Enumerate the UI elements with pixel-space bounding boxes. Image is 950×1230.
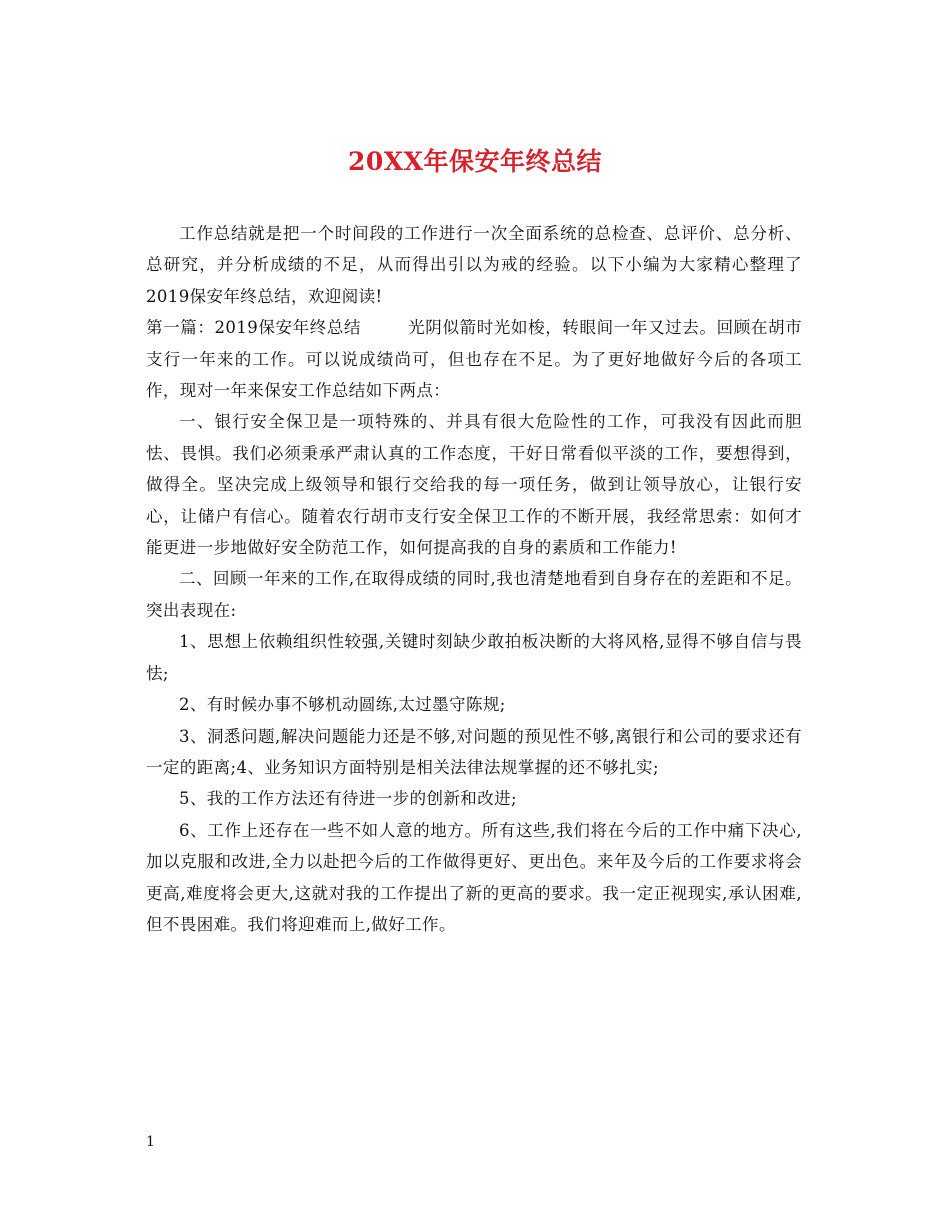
page-number: 1: [146, 1134, 155, 1150]
list-item-5: 5、我的工作方法还有待进一步的创新和改进;: [179, 789, 517, 809]
paragraph-intro: 工作总结就是把一个时间段的工作进行一次全面系统的总检查、总评价、总分析、总研究，并分析成绩的不足，从而得出引以为戒的经验。以下小编为大家精心整理了2019保安年终总结，欢迎阅读!: [146, 224, 802, 306]
paragraph-section-two: 二、回顾一年来的工作,在取得成绩的同时,我也清楚地看到自身存在的差距和不足。突出表现在:: [146, 569, 802, 620]
list-item-1: 1、思想上依赖组织性较强,关键时刻缺少敢拍板决断的大将风格,显得不够自信与畏怯;: [146, 632, 802, 683]
list-item-2: 2、有时候办事不够机动圆练,太过墨守陈规;: [179, 695, 506, 715]
paragraph-part-one: 第一篇：2019保安年终总结 光阴似箭时光如梭，转眼间一年又过去。回顾在胡市支行一年来的工作。可以说成绩尚可，但也存在不足。为了更好地做好今后的各项工作，现对一年来保安工作总结如下两点：: [146, 318, 802, 401]
document-body: [146, 218, 802, 940]
list-item-3-4: 3、洞悉问题,解决问题能力还是不够,对问题的预见性不够,离银行和公司的要求还有一定的距离;4、业务知识方面特别是相关法律法规掌握的还不够扎实;: [146, 726, 802, 777]
list-item-6: 6、工作上还存在一些不如人意的地方。所有这些,我们将在今后的工作中痛下决心,加以克服和改进,全力以赴把今后的工作做得更好、更出色。来年及今后的工作要求将会更高,难度将会更大,这就对我的工作提出了新的更高的要求。我一定正视现实,承认困难,但不畏困难。我们将迎难而上,做好工作。: [146, 820, 802, 934]
paragraph-section-one: 一、银行安全保卫是一项特殊的、并具有很大危险性的工作，可我没有因此而胆怯、畏惧。我们必须秉承严肃认真的工作态度，干好日常看似平淡的工作，要想得到，做得全。坚决完成上级领导和银行交给我的每一项任务，做到让领导放心，让银行安心，让储户有信心。随着农行胡市支行安全保卫工作的不断开展，我经常思索：如何才能更进一步地做好安全防范工作，如何提高我的自身的素质和工作能力!: [146, 412, 802, 558]
document-title: 20XX年保安年终总结: [347, 147, 603, 176]
